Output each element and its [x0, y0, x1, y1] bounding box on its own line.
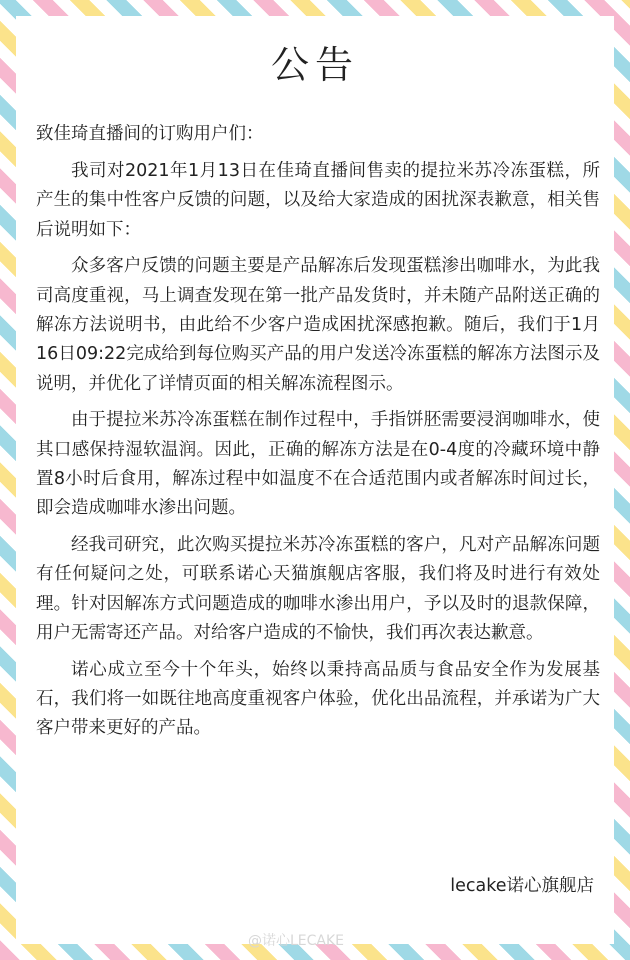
- notice-paragraph: 我司对2021年1月13日在佳琦直播间售卖的提拉米苏冷冻蛋糕，所产生的集中性客户反馈的问题，以及给大家造成的困扰深表歉意，相关售后说明如下：: [36, 161, 600, 240]
- notice-paragraph: 众多客户反馈的问题主要是产品解冻后发现蛋糕渗出咖啡水，为此我司高度重视，马上调查发现在第一批产品发货时，并未随产品附送正确的解冻方法说明书，由此给不少客户造成困扰深感抱歉。随后，我们于1月16日09:22完成给到每位购买产品的用户发送冷冻蛋糕的解冻方法图示及说明，并优化了详情页面的相关解冻流程图示。: [36, 256, 600, 394]
- weibo-watermark: @诺心LECAKE: [248, 933, 345, 949]
- notice-paragraph: 由于提拉米苏冷冻蛋糕在制作过程中，手指饼胚需要浸润咖啡水，使其口感保持湿软温润。因此，正确的解冻方法是在0-4度的冷藏环境中静置8小时后食用，解冻过程中如温度不在合适范围内或者解冻时间过长，即会造成咖啡水渗出问题。: [36, 410, 600, 519]
- notice-signature: lecake诺心旗舰店: [450, 876, 594, 896]
- notice-salutation: 致佳琦直播间的订购用户们：: [36, 124, 264, 144]
- notice-body: [36, 157, 600, 751]
- notice-paragraph: 经我司研究，此次购买提拉米苏冷冻蛋糕的客户，凡对产品解冻问题有任何疑问之处，可联系诺心天猫旗舰店客服，我们将及时进行有效处理。针对因解冻方式问题造成的咖啡水渗出用户，予以及时的退款保障，用户无需寄还产品。对给客户造成的不愉快，我们再次表达歉意。: [36, 534, 600, 644]
- notice-paragraph: 诺心成立至今十个年头，始终以秉持高品质与食品安全作为发展基石，我们将一如既往地高度重视客户体验，优化出品流程，并承诺为广大客户带来更好的产品。: [36, 659, 600, 739]
- notice-title: 公告: [270, 43, 359, 87]
